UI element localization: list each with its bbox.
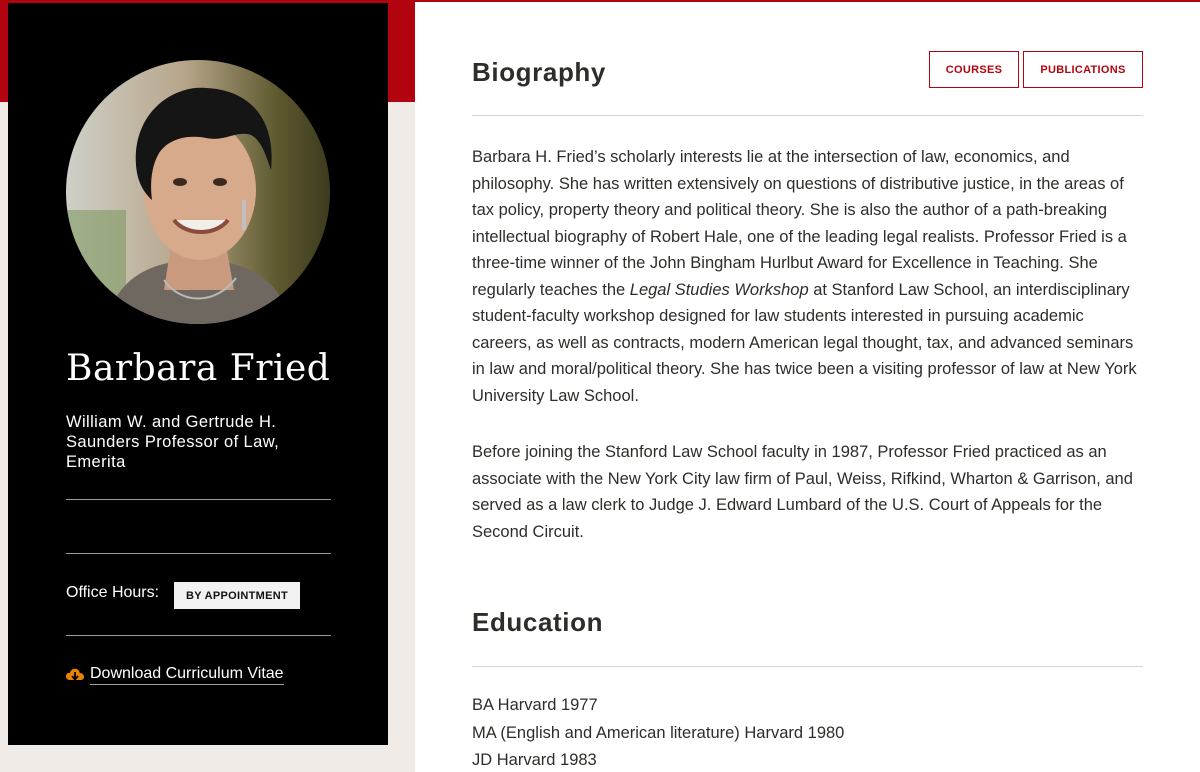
download-cv-label: Download Curriculum Vitae xyxy=(90,665,284,685)
courses-button[interactable]: COURSES xyxy=(929,51,1019,88)
biography-workshop-name: Legal Studies Workshop xyxy=(629,280,809,299)
section-divider xyxy=(472,115,1143,116)
biography-paragraph xyxy=(472,144,1147,409)
biography-heading: Biography xyxy=(472,57,606,87)
profile-title: William W. and Gertrude H. Saunders Professor of Law, Emerita xyxy=(66,413,280,471)
sidebar-divider xyxy=(66,499,331,500)
profile-sidebar xyxy=(8,3,388,745)
sidebar-divider xyxy=(66,635,331,636)
sidebar-divider xyxy=(66,553,331,554)
cloud-download-icon xyxy=(66,667,84,683)
profile-photo xyxy=(66,60,330,324)
section-divider xyxy=(472,666,1143,667)
profile-name: Barbara Fried xyxy=(66,348,331,389)
education-item: MA (English and American literature) Harvard 1980 xyxy=(472,724,845,742)
biography-text: Barbara H. Fried’s scholarly interests lie at the intersection of law, economics, and philosophy. She has written extensively on questions of distributive justice, in the areas of tax policy, property theory and political theory. She is also the author of a path-breaking intellectual biography of Robert Hale, one of the leading legal realists. Professor Fried is a three-time winner of the John Bingham Hurlbut Award for Excellence in Teaching. She regularly teaches the xyxy=(472,148,1127,299)
education-item: JD Harvard 1983 xyxy=(472,751,597,769)
education-item: BA Harvard 1977 xyxy=(472,696,598,714)
office-hours-label: Office Hours: xyxy=(66,584,160,601)
biography-paragraph: Before joining the Stanford Law School faculty in 1987, Professor Fried practiced as an associate with the New York City law firm of Paul, Weiss, Rifkind, Wharton & Garrison, and served as a law clerk to Judge J. Edward Lumbard of the U.S. Court of Appeals for the Second Circuit. xyxy=(472,443,1133,541)
biography-text: at Stanford Law School, an interdisciplinary student-faculty workshop designed for law students interested in pursuing academic careers, as well as contracts, modern American legal thought, tax, and advanced seminars in law and moral/political theory. She has twice been a visiting professor of law at New York University Law School. xyxy=(472,280,1137,405)
download-cv-link[interactable] xyxy=(66,665,284,685)
education-heading: Education xyxy=(472,607,604,637)
office-hours-badge: BY APPOINTMENT xyxy=(174,582,300,609)
publications-button[interactable]: PUBLICATIONS xyxy=(1023,51,1143,88)
